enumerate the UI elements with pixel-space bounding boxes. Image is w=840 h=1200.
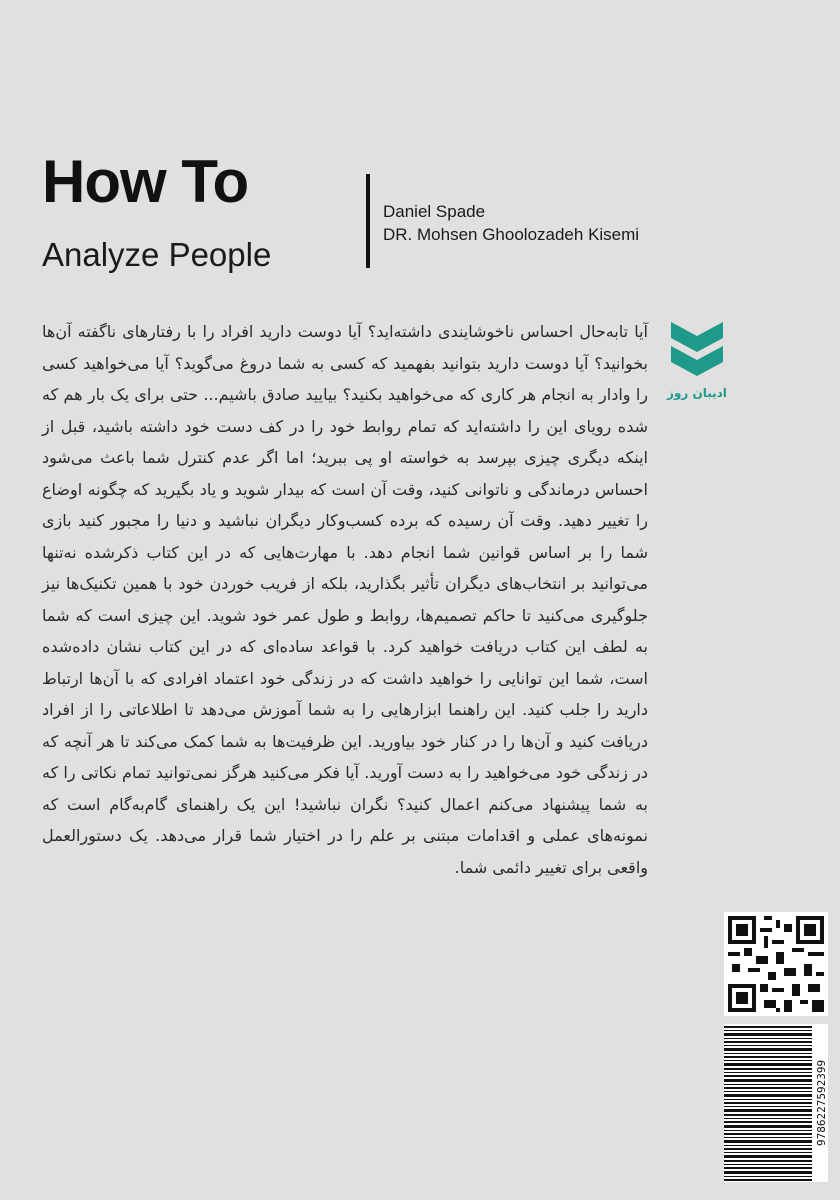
book-chevron-logo-icon [667,318,727,382]
isbn-digits: 9786227592399 [815,1059,828,1147]
author-list [383,200,639,246]
barcode [724,1024,828,1182]
book-title: How To [42,148,249,215]
author-name: DR. Mohsen Ghoolozadeh Kisemi [383,225,640,244]
qr-code-icon [724,912,828,1016]
title-divider [366,174,370,268]
back-cover-blurb: آیا تا‌به‌حال احساس ناخوشایندی داشته‌اید؟ آیا دوست دارید افراد را با رفتارهای ناگفته آن‌ها بخوانید؟ آیا دوست دارید بتوانید بفهمید که کسی به شما دروغ می‌گوید؟ آیا می‌خواهید کسی را وادار به انجام هر کاری که می‌خواهید بکنید؟ بیایید صادق باشیم... حتی برای یک بار هم که شده رویای این را داشته‌اید که تمام روابط خود را در کف دست خود داشته باشید، قبل از اینکه دیگری چیزی بپرسد به خواسته او پی ببرید؛ اما اگر عدم کنترل شما باعث می‌شود احساس درماندگی و ناتوانی کنید، وقت آن است که بیدار شوید و یاد بگیرید که چگونه اوضاع را تغییر دهید. وقت آن رسیده که برده کسب‌وکار دیگران نباشید و دنیا را مجبور کنید بازی شما را بر اساس قوانین شما انجام دهد. با مهارت‌هایی که در این کتاب ذکرشده نه‌تنها می‌توانید بر انتخاب‌های دیگران تأثیر بگذارید، بلکه از فریب خوردن خود با همین تکنیک‌ها نیز جلوگیری می‌کنید تا حاکم تصمیم‌ها، روابط و طول عمر خود شوید. این چیزی است که شما به لطف این کتاب دریافت خواهید کرد. با قواعد ساده‌ای که در این کتاب نشان داده‌شده است، شما این توانایی را خواهید داشت که در زندگی خود اعتماد افرادی که با آن‌ها ارتباط دارید را جلب کنید. این راهنما ابزارهایی را به شما آموزش می‌دهد تا اطلاعاتی را از افراد دریافت کنید و آن‌ها را در کنار خود بیاورید. این ظرفیت‌ها به شما کمک می‌کند تا هر آنچه که در زندگی خود می‌خواهید را به دست آورید. آیا فکر می‌کنید هرگز نمی‌توانید تمام نکاتی را که به شما پیشنهاد می‌کنم اعمال کنید؟ نگران نباشید! این یک راهنمای گام‌به‌گام است که نمونه‌های عملی و اقدامات مبتنی بر علم را در اختیار شما قرار می‌دهد. یک دستورالعمل واقعی برای تغییر دائمی شما. [42,322,648,877]
author-name: Daniel Spade [383,202,486,221]
book-subtitle: Analyze People [42,236,272,273]
publisher-name: ادیبان روز [667,386,727,400]
publisher-logo [662,318,732,400]
